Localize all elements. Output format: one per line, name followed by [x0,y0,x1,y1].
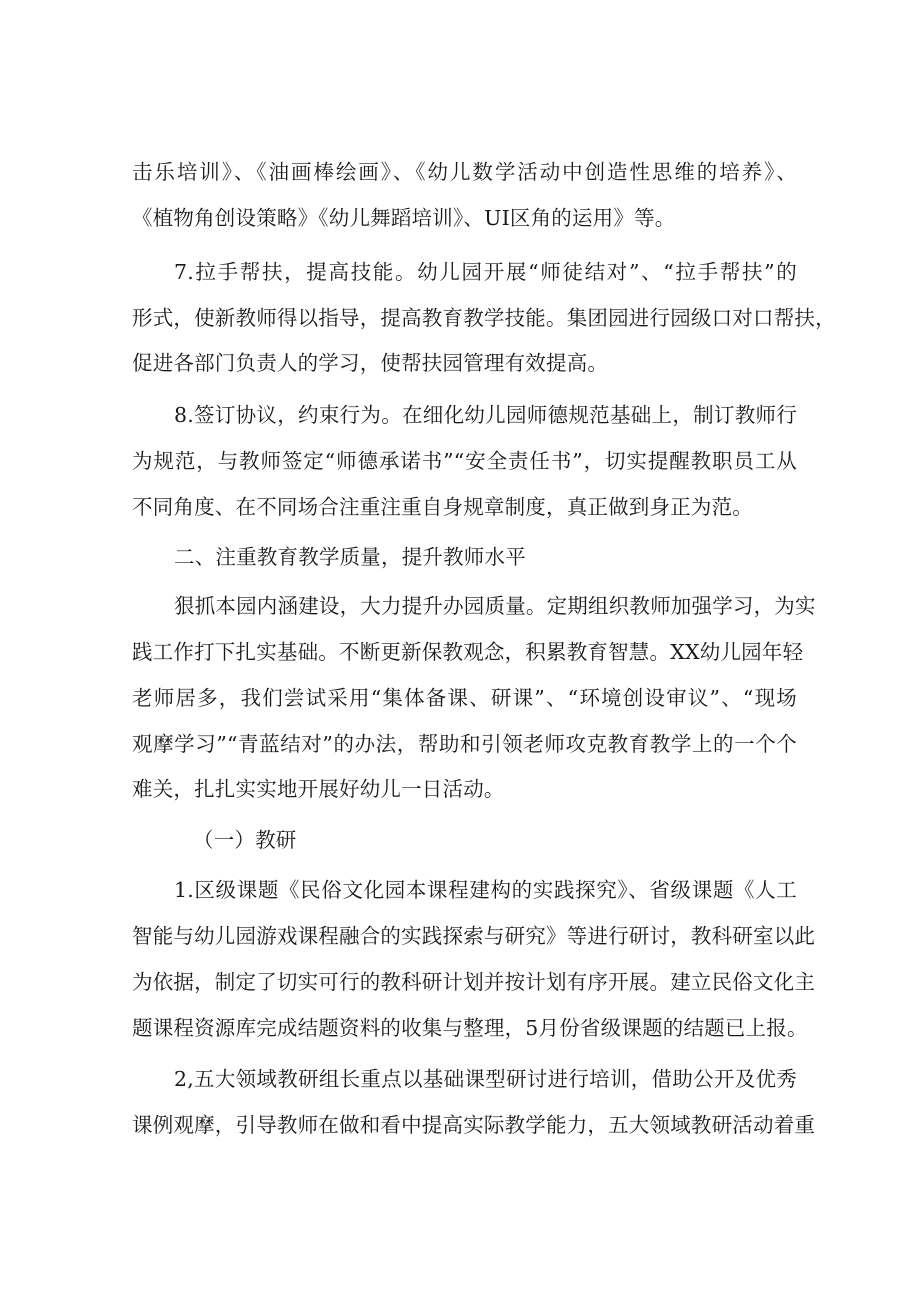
text-line: 课例观摩，引导教师在做和看中提高实际教学能力，五大领域教研活动着重 [132,1113,816,1137]
paragraph-1-start: 1.区级课题《民俗文化园本课程建构的实践探究》、省级课题《人工 [174,878,797,902]
text-line: 形式，使新教师得以指导，提高教育教学技能。集团园进行园级口对口帮扶， [132,306,836,330]
text-line: 《植物角创设策略》《幼儿舞蹈培训》、UI区角的运用》等。 [132,206,676,230]
section-heading: 二、注重教育教学质量，提升教师水平 [174,545,526,569]
text-line: 题课程资源库完成结题资料的收集与整理，5月份省级课题的结题已上报。 [132,1016,808,1040]
paragraph-7-start: 7.拉手帮扶，提高技能。幼儿园开展“师徒结对”、“拉手帮扶”的 [174,260,797,284]
text-line: 不同角度、在不同场合注重注重自身规章制度，真正做到身正为范。 [132,495,753,519]
paragraph-8-start: 8.签订协议，约束行为。在细化幼儿园师德规范基础上，制订教师行 [174,403,797,427]
paragraph-2-start: 2,五大领域教研组长重点以基础课型研讨进行培训，借助公开及优秀 [174,1067,797,1091]
text-line: 践工作打下扎实基础。不断更新保教观念，积累教育智慧。XX幼儿园年轻 [132,640,804,664]
text-line: 为依据，制定了切实可行的教科研计划并按计划有序开展。建立民俗文化主 [132,970,816,994]
paragraph-start: 狠抓本园内涵建设，大力提升办园质量。定期组织教师加强学习，为实 [174,594,816,618]
text-line: 智能与幼儿园游戏课程融合的实践探索与研究》等进行研讨，教科研室以此 [132,924,816,948]
subsection-heading: （一）教研 [193,828,297,852]
text-line: 促进各部门负责人的学习，使帮扶园管理有效提高。 [132,351,609,375]
text-line: 老师居多，我们尝试采用“集体备课、研课”、“环境创设审议”、“现场 [132,686,797,710]
text-line: 难关，扎扎实实地开展好幼儿一日活动。 [132,777,505,801]
text-line: 为规范，与教师签定“师德承诺书”“安全责任书”，切实提醒教职员工从 [132,449,797,473]
text-line: 观摩学习”“青蓝结对”的办法，帮助和引领老师攻克教育教学上的一个个 [132,732,797,756]
text-line: 击乐培训》、《油画棒绘画》、《幼儿数学活动中创造性思维的培养》、 [132,160,797,184]
